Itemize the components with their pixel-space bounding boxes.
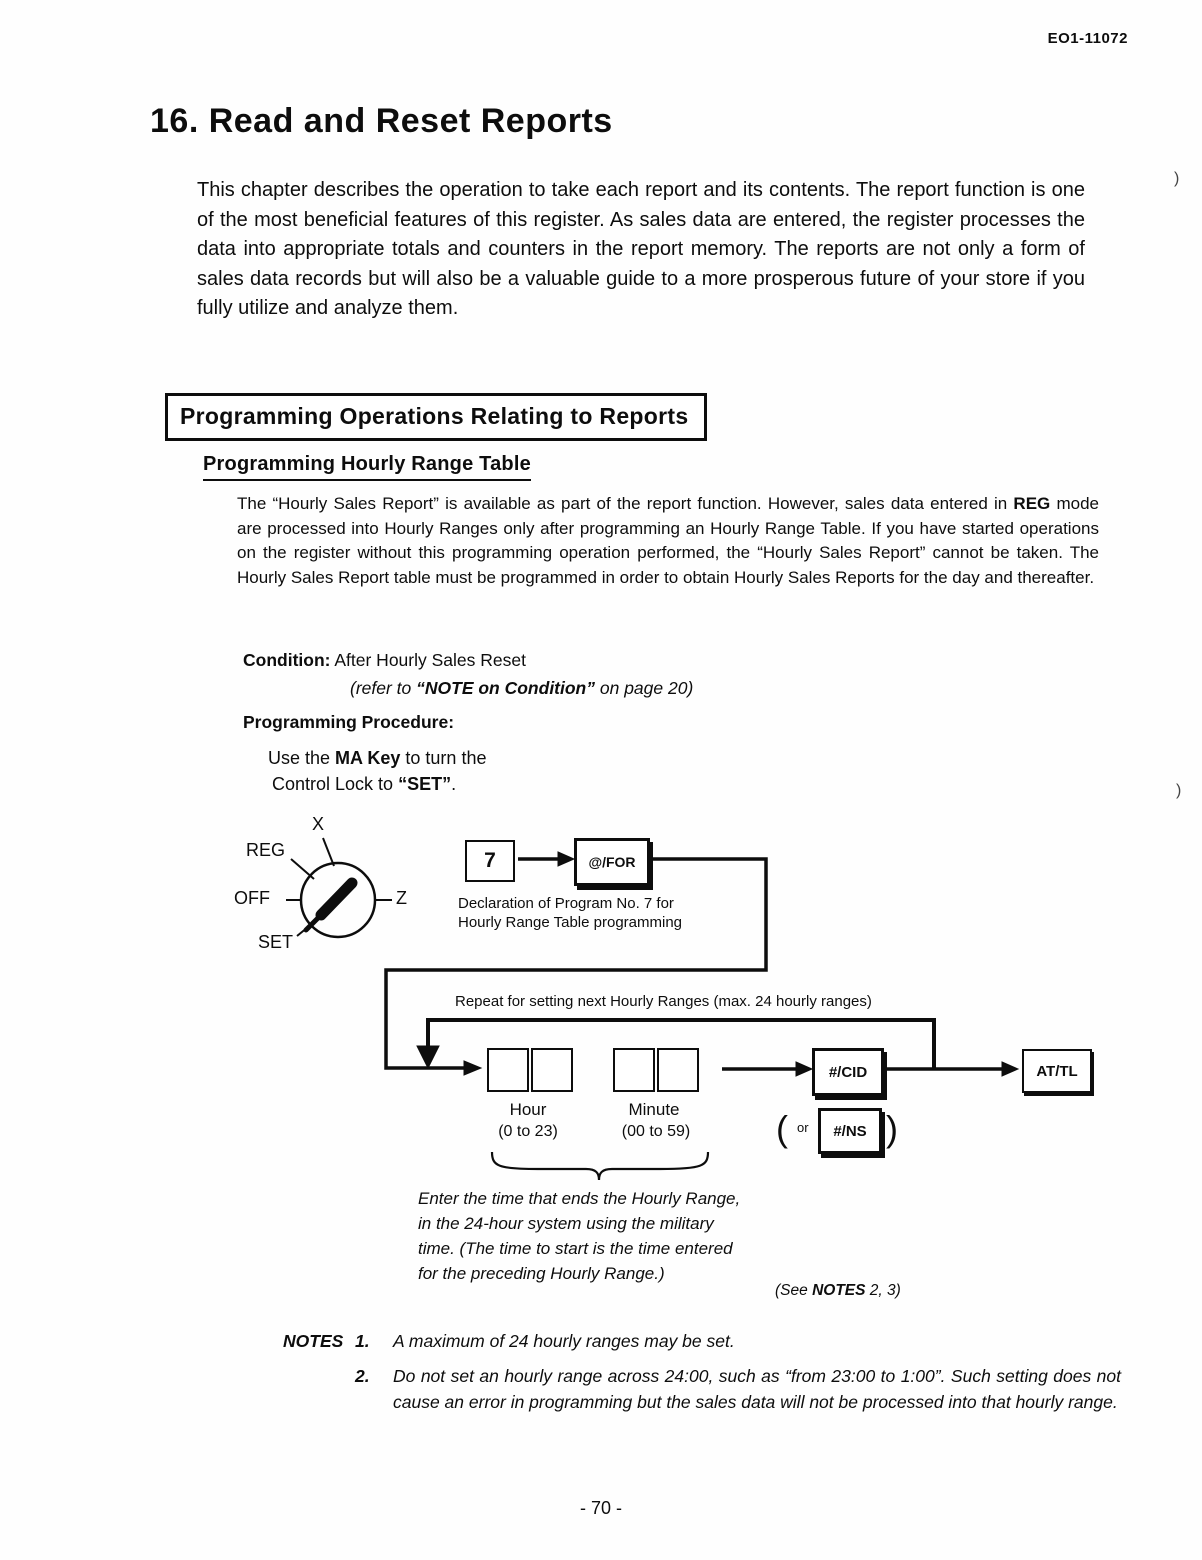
procedure-label: Programming Procedure: (243, 712, 455, 732)
arrow-right-icon (518, 852, 574, 866)
key-cid: #/CID (812, 1048, 884, 1096)
subsection-heading: Programming Hourly Range Table (203, 453, 531, 481)
set-bold: “SET” (398, 774, 452, 794)
refer-pre: (refer to (350, 678, 417, 698)
ma-key-bold: MA Key (335, 748, 401, 768)
intro-paragraph: This chapter describes the operation to take each report and its contents. The report function is one of the most beneficial features of this register. As sales data are entered, the register processes the data into appropriate totals and counters in the report memory. The reports are not only a form of sales data records but will also be a valuable guide to a more prosperous future of your store if you fully utilize and analyze them. (197, 179, 1085, 319)
condition-label: Condition: (243, 650, 331, 670)
minute-digit-box-1 (613, 1048, 655, 1092)
lock-post: . (451, 774, 457, 794)
hour-digit-box-2 (531, 1048, 573, 1092)
paren-close: ) (886, 1108, 898, 1149)
flow-entry-line (386, 859, 766, 1075)
hour-digit-box-1 (487, 1048, 529, 1092)
minute-digit-box-2 (657, 1048, 699, 1092)
key-ns: #/NS (818, 1108, 882, 1154)
dial-label-reg: REG (246, 840, 286, 860)
refer-bold: “NOTE on Condition” (416, 678, 595, 698)
arrow-right-icon (722, 1062, 812, 1076)
see-bold: NOTES (812, 1282, 866, 1299)
page-title: 16. Read and Reset Reports (150, 102, 613, 140)
brace-note: Enter the time that ends the Hourly Range, in the 24-hour system using the military time. (The time to start is the time entered for the preceding Hourly Range.) (418, 1189, 741, 1283)
key-at-for: @/FOR (574, 838, 650, 886)
instruction-line-2 (272, 774, 456, 795)
condition-text: After Hourly Sales Reset (330, 650, 526, 670)
notes-spacer (283, 1363, 355, 1415)
minute-range: (00 to 59) (621, 1123, 691, 1140)
note-1-text: A maximum of 24 hourly ranges may be set. (393, 1331, 735, 1351)
scan-artifact: ) (1174, 170, 1180, 187)
or-label: or (797, 1120, 809, 1135)
condition-reference (350, 678, 693, 699)
hour-label: Hour (509, 1100, 547, 1119)
repeat-note: Repeat for setting next Hourly Ranges (max. 24 hourly ranges) (455, 993, 872, 1010)
paren-open: ( (776, 1108, 788, 1149)
see-post: 2, 3) (865, 1282, 901, 1299)
control-lock-dial-icon (286, 838, 392, 937)
notes-section (283, 1328, 1121, 1415)
notes-label: NOTES (283, 1331, 344, 1351)
body-text-post: mode are processed into Hourly Ranges only after programming an Hourly Range Table. If you have started operations on the register without this programming operation performed, the “Hourly Sales Report” cannot be taken. The Hourly Sales Report table must be programmed in order to obtain Hourly Sales Reports for the day and thereafter. (237, 494, 1099, 587)
dial-label-set: SET (258, 932, 294, 952)
note-2-text: Do not set an hourly range across 24:00, such as “from 23:00 to 1:00”. Such setting does not cause an error in programming but the sales data will not be processed into that hourly range. (393, 1366, 1121, 1412)
condition-line (243, 650, 526, 671)
key-attl: AT/TL (1022, 1049, 1092, 1093)
page-number: - 70 - (579, 1498, 622, 1518)
see-pre: (See (775, 1282, 813, 1299)
use-pre: Use the (268, 748, 336, 768)
hour-range: (0 to 23) (498, 1123, 558, 1140)
body-text-pre: The “Hourly Sales Report” is available as part of the report function. However, sales data entered in (237, 494, 1014, 513)
scan-artifact: ) (1176, 782, 1182, 799)
lock-pre: Control Lock to (272, 774, 399, 794)
programming-flow-diagram (0, 812, 1202, 1317)
see-notes-reference (775, 1282, 901, 1300)
body-text-bold-reg: REG (1013, 494, 1051, 513)
minute-label: Minute (628, 1100, 680, 1119)
note-1-number: 1. (355, 1331, 370, 1351)
arrow-right-icon (882, 1062, 1018, 1076)
brace-icon (492, 1152, 708, 1180)
key-7: 7 (465, 840, 515, 882)
use-post: to turn the (400, 748, 487, 768)
declaration-note: Declaration of Program No. 7 for Hourly Range Table programming (458, 895, 683, 931)
instruction-line-1 (268, 748, 486, 769)
note-2-number: 2. (355, 1366, 370, 1386)
boxed-section-heading: Programming Operations Relating to Reports (165, 393, 707, 441)
body-paragraph (237, 492, 1099, 590)
refer-post: on page 20) (595, 678, 694, 698)
dial-label-z: Z (396, 888, 407, 908)
doc-code: EO1-11072 (1047, 30, 1128, 47)
dial-label-x: X (312, 814, 325, 834)
dial-label-off: OFF (234, 888, 270, 908)
